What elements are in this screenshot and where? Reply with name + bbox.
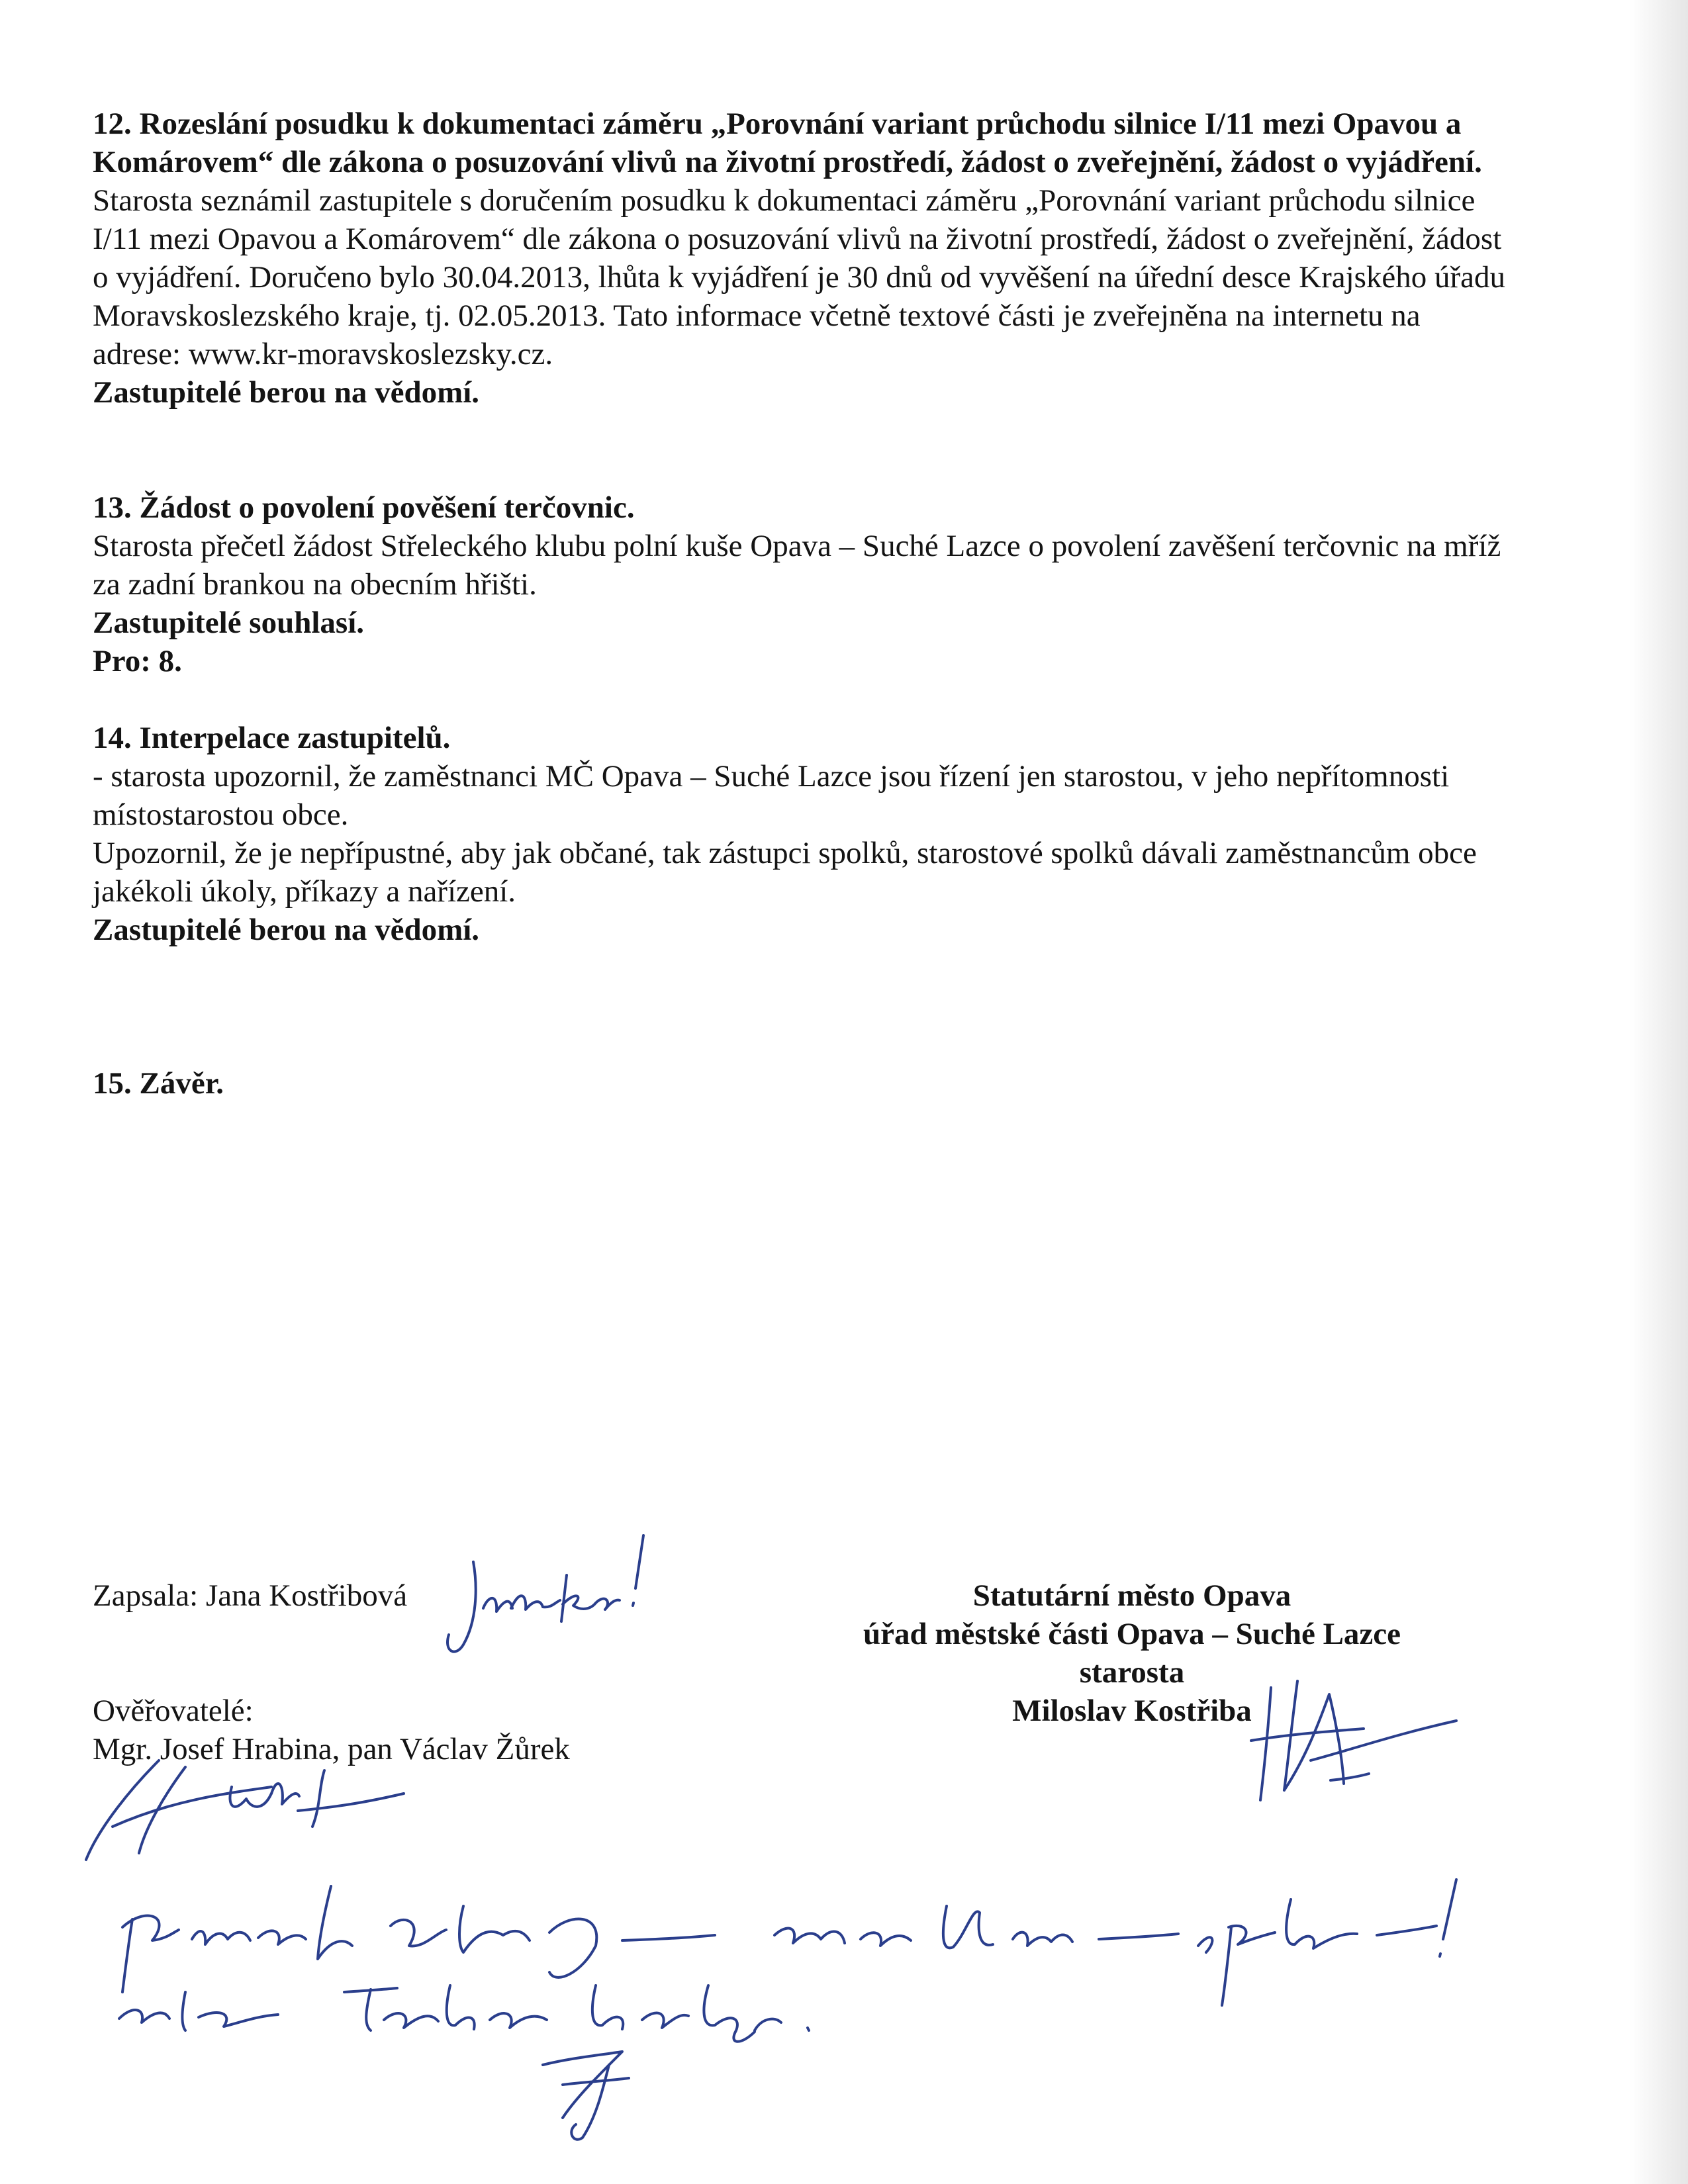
section-15 <box>93 1064 1516 1103</box>
verifier-signature <box>73 1747 417 1880</box>
recorded-by: Zapsala: Jana Kostřibová <box>93 1578 408 1613</box>
verifiers-names: Mgr. Josef Hrabina, pan Václav Žůrek <box>93 1732 570 1766</box>
section-heading: 13. Žádost o povolení pověšení terčovnic. <box>93 490 635 525</box>
section-body: Starosta přečetl žádost Střeleckého klubu polní kuše Opava – Suché Lazce o povolení zavěšení terčovnic na mříž za zadní brankou na obecním hřišti. <box>93 529 1501 602</box>
authority-role: starosta <box>1079 1655 1185 1690</box>
handwritten-note <box>93 1866 1529 2144</box>
section-heading: 14. Interpelace zastupitelů. <box>93 721 451 755</box>
scan-edge-shadow <box>1630 0 1688 2184</box>
authority-name: Miloslav Kostřiba <box>1012 1694 1252 1728</box>
mayor-signature <box>1244 1668 1470 1813</box>
section-vote: Pro: 8. <box>93 644 182 678</box>
recorder-signature <box>437 1522 702 1674</box>
section-heading: 12. Rozeslání posudku k dokumentaci záměru „Porovnání variant průchodu silnice I/11 mezi Opavou a Komárovem“ dle zákona o posuzování vlivů na životní prostředí, žádost o zveřejnění, žádost o vyjádření. <box>93 107 1482 179</box>
section-12 <box>93 105 1516 412</box>
section-resolution: Zastupitelé souhlasí. <box>93 606 365 640</box>
section-14 <box>93 719 1516 949</box>
section-body: Starosta seznámil zastupitele s doručením posudku k dokumentaci záměru „Porovnání variant průchodu silnice I/11 mezi Opavou a Komárovem“ dle zákona o posuzování vlivů na životní prostředí, žádost o zveřejnění, žádost o vyjádření. Doručeno bylo 30.04.2013, lhůta k vyjádření je 30 dnů od vyvěšení na úřední desce Krajského úřadu Moravskoslezského kraje, tj. 02.05.2013. Tato informace včetně textové části je zveřejněna na internetu na adrese: www.kr-moravskoslezsky.cz. <box>93 183 1506 371</box>
section-body-line: Upozornil, že je nepřípustné, aby jak občané, tak zástupci spolků, starostové spolků dávali zaměstnancům obce jakékoli úkoly, příkazy a nařízení. <box>93 836 1477 909</box>
section-heading: 15. Závěr. <box>93 1066 224 1101</box>
minutes-document <box>93 105 1516 1103</box>
verifiers-label: Ověřovatelé: <box>93 1694 254 1728</box>
authority-city: Statutární město Opava <box>972 1578 1291 1613</box>
section-body-line: - starosta upozornil, že zaměstnanci MČ Opava – Suché Lazce jsou řízení jen starostou, v jeho nepřítomnosti místostarostou obce. <box>93 759 1450 832</box>
authority-office: úřad městské části Opava – Suché Lazce <box>863 1617 1401 1651</box>
section-resolution: Zastupitelé berou na vědomí. <box>93 375 480 410</box>
section-resolution: Zastupitelé berou na vědomí. <box>93 913 480 947</box>
section-13 <box>93 488 1516 680</box>
